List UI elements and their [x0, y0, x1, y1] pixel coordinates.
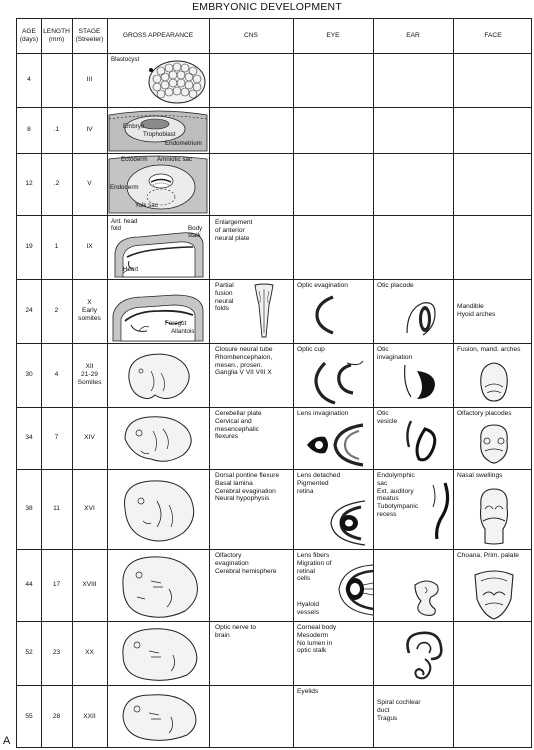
header-gross-appearance: GROSS APPEARANCE	[122, 32, 194, 40]
age-cell: 24	[25, 307, 33, 315]
embryo-30-day-drawing	[121, 349, 197, 403]
stage-cell: IX	[86, 243, 93, 251]
face-44-day-drawing	[469, 565, 519, 621]
length-cell: 7	[54, 434, 59, 442]
length-cell: .1	[53, 126, 60, 134]
stage-cell: XIV	[84, 434, 95, 442]
label-ectoderm: Ectoderm	[121, 156, 148, 163]
embryonic-development-table	[16, 18, 532, 748]
length-cell: 1	[54, 243, 59, 251]
stage-cell: XVIII	[82, 581, 97, 589]
optic-cup-drawing	[307, 359, 367, 405]
cns-text-row-44: Olfactory evagination Cerebral hemisphere	[215, 552, 277, 575]
length-cell: 17	[52, 581, 61, 589]
column-divider	[373, 19, 374, 747]
age-cell: 8	[27, 126, 31, 134]
ear-text-row-38: Endolymphic sac Ext. auditory meatus Tubotympanic recess	[377, 472, 419, 518]
label-endometrium: Endometrium	[165, 140, 202, 147]
eye-text-row-52: Corneal body Mesoderm No lumen in optic stalk	[297, 624, 337, 655]
column-divider	[293, 19, 294, 747]
lens-fibers-drawing	[333, 559, 373, 621]
cns-text-row-38: Dorsal pontine flexure Basal lamina Cerebral evagination Neural hypophysis	[215, 472, 280, 503]
ear-text-row-30: Otic invagination	[377, 346, 413, 361]
length-cell: 28	[52, 713, 61, 721]
age-cell: 30	[25, 371, 33, 379]
cns-text-row-34: Cerebellar plate Cervical and mesencephalic flexures	[215, 410, 262, 441]
neural-folds-drawing	[251, 283, 277, 339]
panel-letter: A	[3, 735, 11, 747]
length-cell: 11	[53, 505, 60, 513]
otic-invagination-drawing	[401, 363, 441, 403]
age-cell: 4	[27, 76, 31, 84]
stage-cell: XXII	[83, 713, 96, 721]
cns-text-row-30: Closure neural tube Rhombencephalon, mesen., prosen. Ganglia V VII VIII X	[215, 346, 273, 377]
lens-detached-drawing	[317, 499, 371, 547]
age-cell: 12	[25, 180, 33, 188]
stage-cell: XX	[85, 649, 94, 657]
header-face: FACE	[484, 32, 502, 40]
age-cell: 44	[25, 581, 33, 589]
column-divider	[453, 19, 454, 747]
face-34-day-drawing	[475, 421, 513, 467]
stage-cell: III	[86, 76, 93, 84]
stage-cell: XII 21-29 Somites	[77, 363, 102, 386]
ear-text-row-24: Otic placode	[377, 282, 414, 289]
ear-text-row-34: Otic vesicle	[377, 410, 398, 425]
length-cell: .2	[53, 180, 60, 188]
label-embryo: Embryo	[123, 123, 145, 130]
label-amniotic-sac: Amniotic sac	[157, 156, 193, 163]
label-endoderm: Endoderm	[110, 184, 139, 191]
embryo-55-day-drawing	[115, 689, 203, 745]
cns-text-row-19: Enlargement of anterior neural plate	[215, 219, 253, 242]
embryo-38-day-drawing	[117, 475, 201, 545]
header-length: LENGTH (mm)	[43, 28, 70, 43]
ear-52-day-drawing	[399, 629, 453, 685]
age-cell: 38	[25, 505, 33, 513]
embryo-52-day-drawing	[115, 625, 203, 683]
stage-cell: XVI	[84, 505, 95, 513]
column-divider	[209, 19, 210, 747]
label-yolk-sac: Yolk sac	[135, 202, 158, 209]
ear-text-row-55: Spiral cochlear duct Tragus	[377, 699, 421, 722]
label-body-stalk: Body stalk	[188, 225, 203, 239]
figure-title: EMBRYONIC DEVELOPMENT	[192, 1, 342, 13]
stage-cell: X Early somites	[78, 299, 101, 322]
eye-label-hyaloid-vessels: Hyaloid vessels	[297, 601, 319, 616]
age-cell: 34	[25, 434, 33, 442]
blastocyst-drawing	[147, 59, 207, 105]
eye-text-row-34: Lens invagination	[297, 410, 349, 417]
age-cell: 19	[25, 243, 33, 251]
eye-text-row-55: Eyelids	[297, 688, 319, 695]
label-blastocyst: Blastocyst	[111, 56, 140, 63]
length-cell: 23	[52, 649, 61, 657]
cns-text-row-52: Optic nerve to brain	[215, 624, 257, 639]
face-text-row-30: Fusion, mand. arches	[457, 346, 521, 353]
otic-placode-drawing	[401, 299, 441, 337]
header-eye: EYE	[326, 32, 340, 40]
cns-text-row-24: Partial fusion neural folds	[215, 282, 234, 313]
optic-evagination-drawing	[313, 295, 337, 335]
lens-invagination-drawing	[305, 423, 369, 467]
stage-cell: IV	[86, 126, 93, 134]
length-cell: 2	[54, 307, 59, 315]
face-text-row-38: Nasal swellings	[457, 472, 503, 479]
header-cns: CNS	[244, 32, 258, 40]
eye-text-row-44: Lens fibers Migration of retinal cells	[297, 552, 332, 583]
eye-text-row-24: Optic evagination	[297, 282, 348, 289]
face-text-row-24: Mandible Hyoid arches	[457, 303, 496, 318]
length-cell: 4	[54, 371, 59, 379]
column-divider	[107, 19, 108, 747]
embryo-44-day-drawing	[115, 553, 203, 619]
age-cell: 55	[25, 713, 33, 721]
embryo-34-day-drawing	[119, 411, 199, 465]
face-38-day-drawing	[473, 485, 515, 547]
face-text-row-34: Olfactory placodes	[457, 410, 512, 417]
label-trophoblast: Trophoblast	[143, 131, 176, 138]
stage-cell: V	[87, 180, 92, 188]
endolymphic-sac-drawing	[427, 481, 453, 541]
label-foregut: Foregut	[165, 320, 187, 327]
length-cell	[41, 53, 72, 107]
otic-vesicle-drawing	[403, 419, 443, 467]
header-stage: STAGE (Streeter)	[75, 28, 104, 43]
label-ant-head-fold: Ant. head fold	[111, 218, 138, 232]
face-30-day-drawing	[477, 359, 511, 403]
label-allantois: Allantois	[171, 328, 195, 335]
header-ear: EAR	[406, 32, 420, 40]
header-age: AGE (days)	[19, 28, 39, 43]
face-text-row-44: Choana, Prim. palate	[457, 552, 519, 559]
age-cell: 52	[25, 649, 33, 657]
ear-44-day-drawing	[409, 575, 445, 619]
label-heart: Heart	[123, 266, 139, 273]
eye-text-row-30: Optic cup	[297, 346, 325, 353]
eye-text-row-38: Lens detached Pigmented retina	[297, 472, 341, 495]
